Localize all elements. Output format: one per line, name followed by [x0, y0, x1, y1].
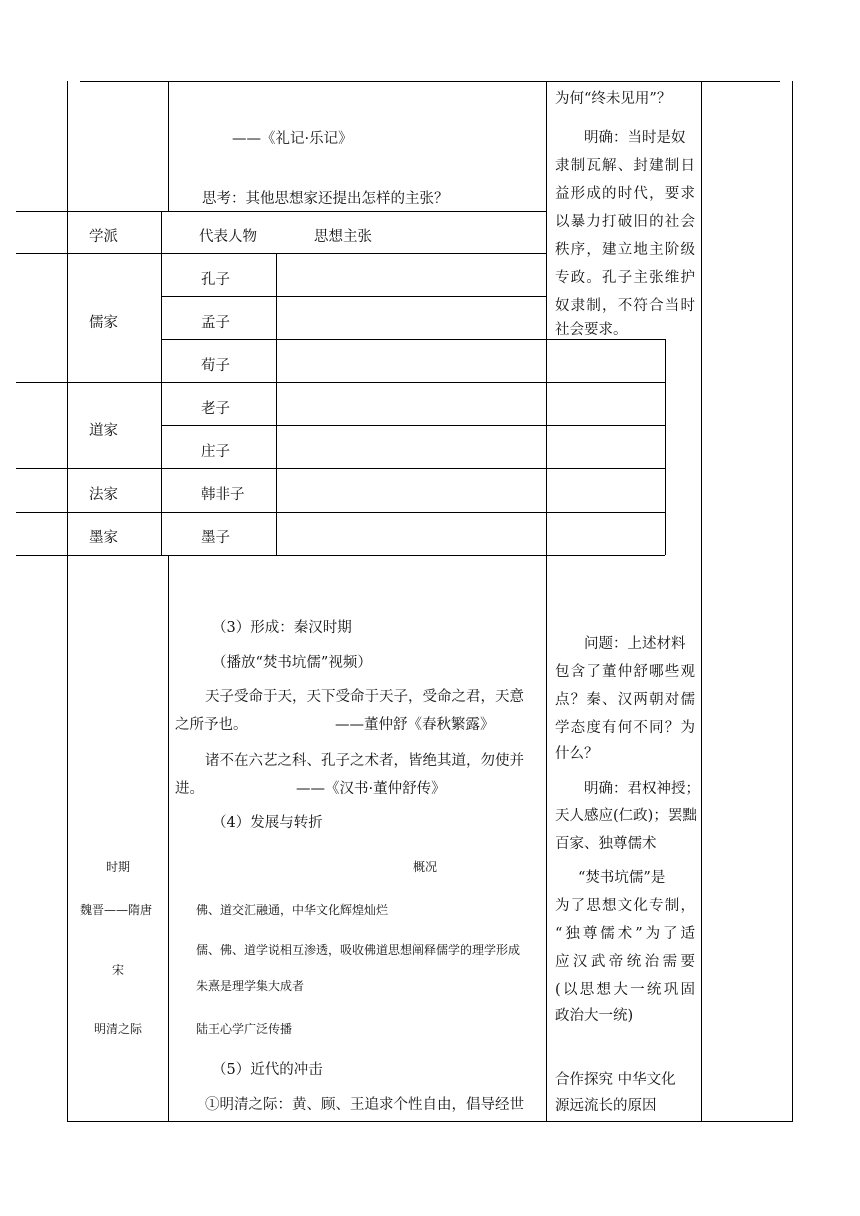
- side-note-line: 为何“终未见用”？: [555, 91, 672, 107]
- overview-cell: 陆王心学广泛传播: [196, 1022, 293, 1036]
- side-note-line: 益形成的时代，要求: [555, 186, 695, 202]
- side-question-line: 问题：上述材料: [584, 636, 686, 652]
- row-line-daoist: [16, 468, 665, 469]
- school-legalist: 法家: [89, 487, 118, 503]
- quote2-line1: 诸不在六艺之科、孔子之术者，皆绝其道，勿使并: [205, 753, 524, 769]
- side-note-line: 以暴力打破旧的社会: [555, 214, 695, 230]
- side-note-c-line: 合作探究 中华文化: [555, 1072, 676, 1088]
- think-prompt: 思考：其他思想家还提出怎样的主张？: [202, 191, 449, 207]
- side-note-b-line: “焚书坑儒”是: [578, 870, 666, 886]
- schools-col-divider-b: [276, 253, 277, 555]
- side-answer-line: 百家、独尊儒术: [555, 836, 657, 852]
- side-note-c-line: 源远流长的原因: [555, 1098, 657, 1114]
- quote1-source: ——董仲舒《春秋繁露》: [335, 717, 495, 733]
- person-mengzi: 孟子: [201, 315, 230, 331]
- row-line-laozi: [161, 425, 665, 426]
- overview-cell: 朱熹是理学集大成者: [196, 979, 305, 993]
- quote1-line2: 之所予也。: [175, 717, 248, 733]
- modern-item-1: ①明清之际：黄、顾、王追求个性自由，倡导经世: [205, 1097, 524, 1113]
- frame-left: [67, 81, 68, 1122]
- period-header: 时期: [106, 860, 131, 874]
- frame-notes-left: [546, 81, 547, 1122]
- person-zhuangzi: 庄子: [201, 444, 230, 460]
- person-laozi: 老子: [201, 401, 230, 417]
- schools-col-divider-a: [161, 211, 162, 555]
- side-note-line: 秩序，建立地主阶级: [555, 242, 695, 258]
- side-note-b-line: “独尊儒术”为了适: [555, 926, 695, 942]
- period-cell: 明清之际: [94, 1022, 143, 1036]
- schools-table-bottom: [16, 555, 665, 556]
- schools-header-bottom: [16, 253, 546, 254]
- overview-cell: 佛、道交汇融通，中华文化辉煌灿烂: [196, 903, 389, 917]
- period-cell: 魏晋——隋唐: [80, 903, 153, 917]
- schools-table-top: [16, 211, 546, 212]
- overview-cell: 儒、佛、道学说相互渗透，吸收佛道思想阐释儒学的理学形成: [196, 943, 521, 957]
- school-confucian: 儒家: [89, 315, 118, 331]
- side-question-line: 点？秦、汉两朝对儒: [555, 692, 695, 708]
- frame-notes-right: [701, 81, 702, 1122]
- frame-right: [792, 81, 793, 1122]
- header-ideas: 思想主张: [314, 229, 372, 245]
- school-daoist: 道家: [89, 423, 118, 439]
- quote1-line1: 天子受命于天，天下受命于天子，受命之君，天意: [205, 689, 524, 705]
- side-note-line: 隶制瓦解、封建制日: [555, 158, 695, 174]
- side-question-line: 学态度有何不同？为: [555, 720, 695, 736]
- quote2-source: ——《汉书·董仲舒传》: [296, 781, 446, 797]
- frame-col2-left: [168, 81, 169, 212]
- row-line-kongzi: [161, 296, 546, 297]
- schools-right-edge: [665, 339, 666, 555]
- side-note-line: 明确：当时是奴: [584, 130, 686, 146]
- side-answer-line: 天人感应(仁政)；罢黜: [555, 808, 697, 824]
- row-line-confucian: [16, 382, 665, 383]
- formation-heading: （3）形成：秦汉时期: [212, 620, 352, 636]
- school-mohist: 墨家: [89, 530, 118, 546]
- frame-bottom: [67, 1121, 793, 1122]
- overview-header: 概况: [413, 860, 438, 874]
- frame-col2-left-lower: [168, 556, 169, 1122]
- person-mozi: 墨子: [201, 530, 230, 546]
- quote-source: ——《礼记·乐记》: [232, 131, 353, 147]
- side-note-line: 社会要求。: [555, 322, 628, 338]
- header-representative: 代表人物: [199, 229, 257, 245]
- development-heading: （4）发展与转折: [212, 815, 323, 831]
- person-hanfeizi: 韩非子: [201, 487, 245, 503]
- side-question-line: 什么？: [555, 746, 599, 762]
- modern-heading: （5）近代的冲击: [212, 1062, 323, 1078]
- person-xunzi: 荀子: [201, 358, 230, 374]
- side-answer-line: 明确：君权神授；: [584, 781, 700, 797]
- side-note-b-line: 政治大一统): [555, 1008, 634, 1024]
- person-kongzi: 孔子: [201, 272, 230, 288]
- side-question-line: 包含了董仲舒哪些观: [555, 664, 695, 680]
- header-school: 学派: [89, 229, 118, 245]
- header-rule: [80, 81, 780, 82]
- side-note-b-line: (以思想大一统巩固: [555, 982, 695, 998]
- side-note-line: 奴隶制，不符合当时: [555, 298, 695, 314]
- side-note-b-line: 为了思想文化专制，: [555, 898, 695, 914]
- video-note: （播放“焚书坑儒”视频）: [212, 655, 372, 671]
- side-note-line: 专政。孔子主张维护: [555, 270, 695, 286]
- row-line-legalist: [16, 512, 665, 513]
- side-note-b-line: 应汉武帝统治需要: [555, 954, 695, 970]
- quote2-line2: 进。: [175, 781, 204, 797]
- period-cell: 宋: [112, 963, 125, 977]
